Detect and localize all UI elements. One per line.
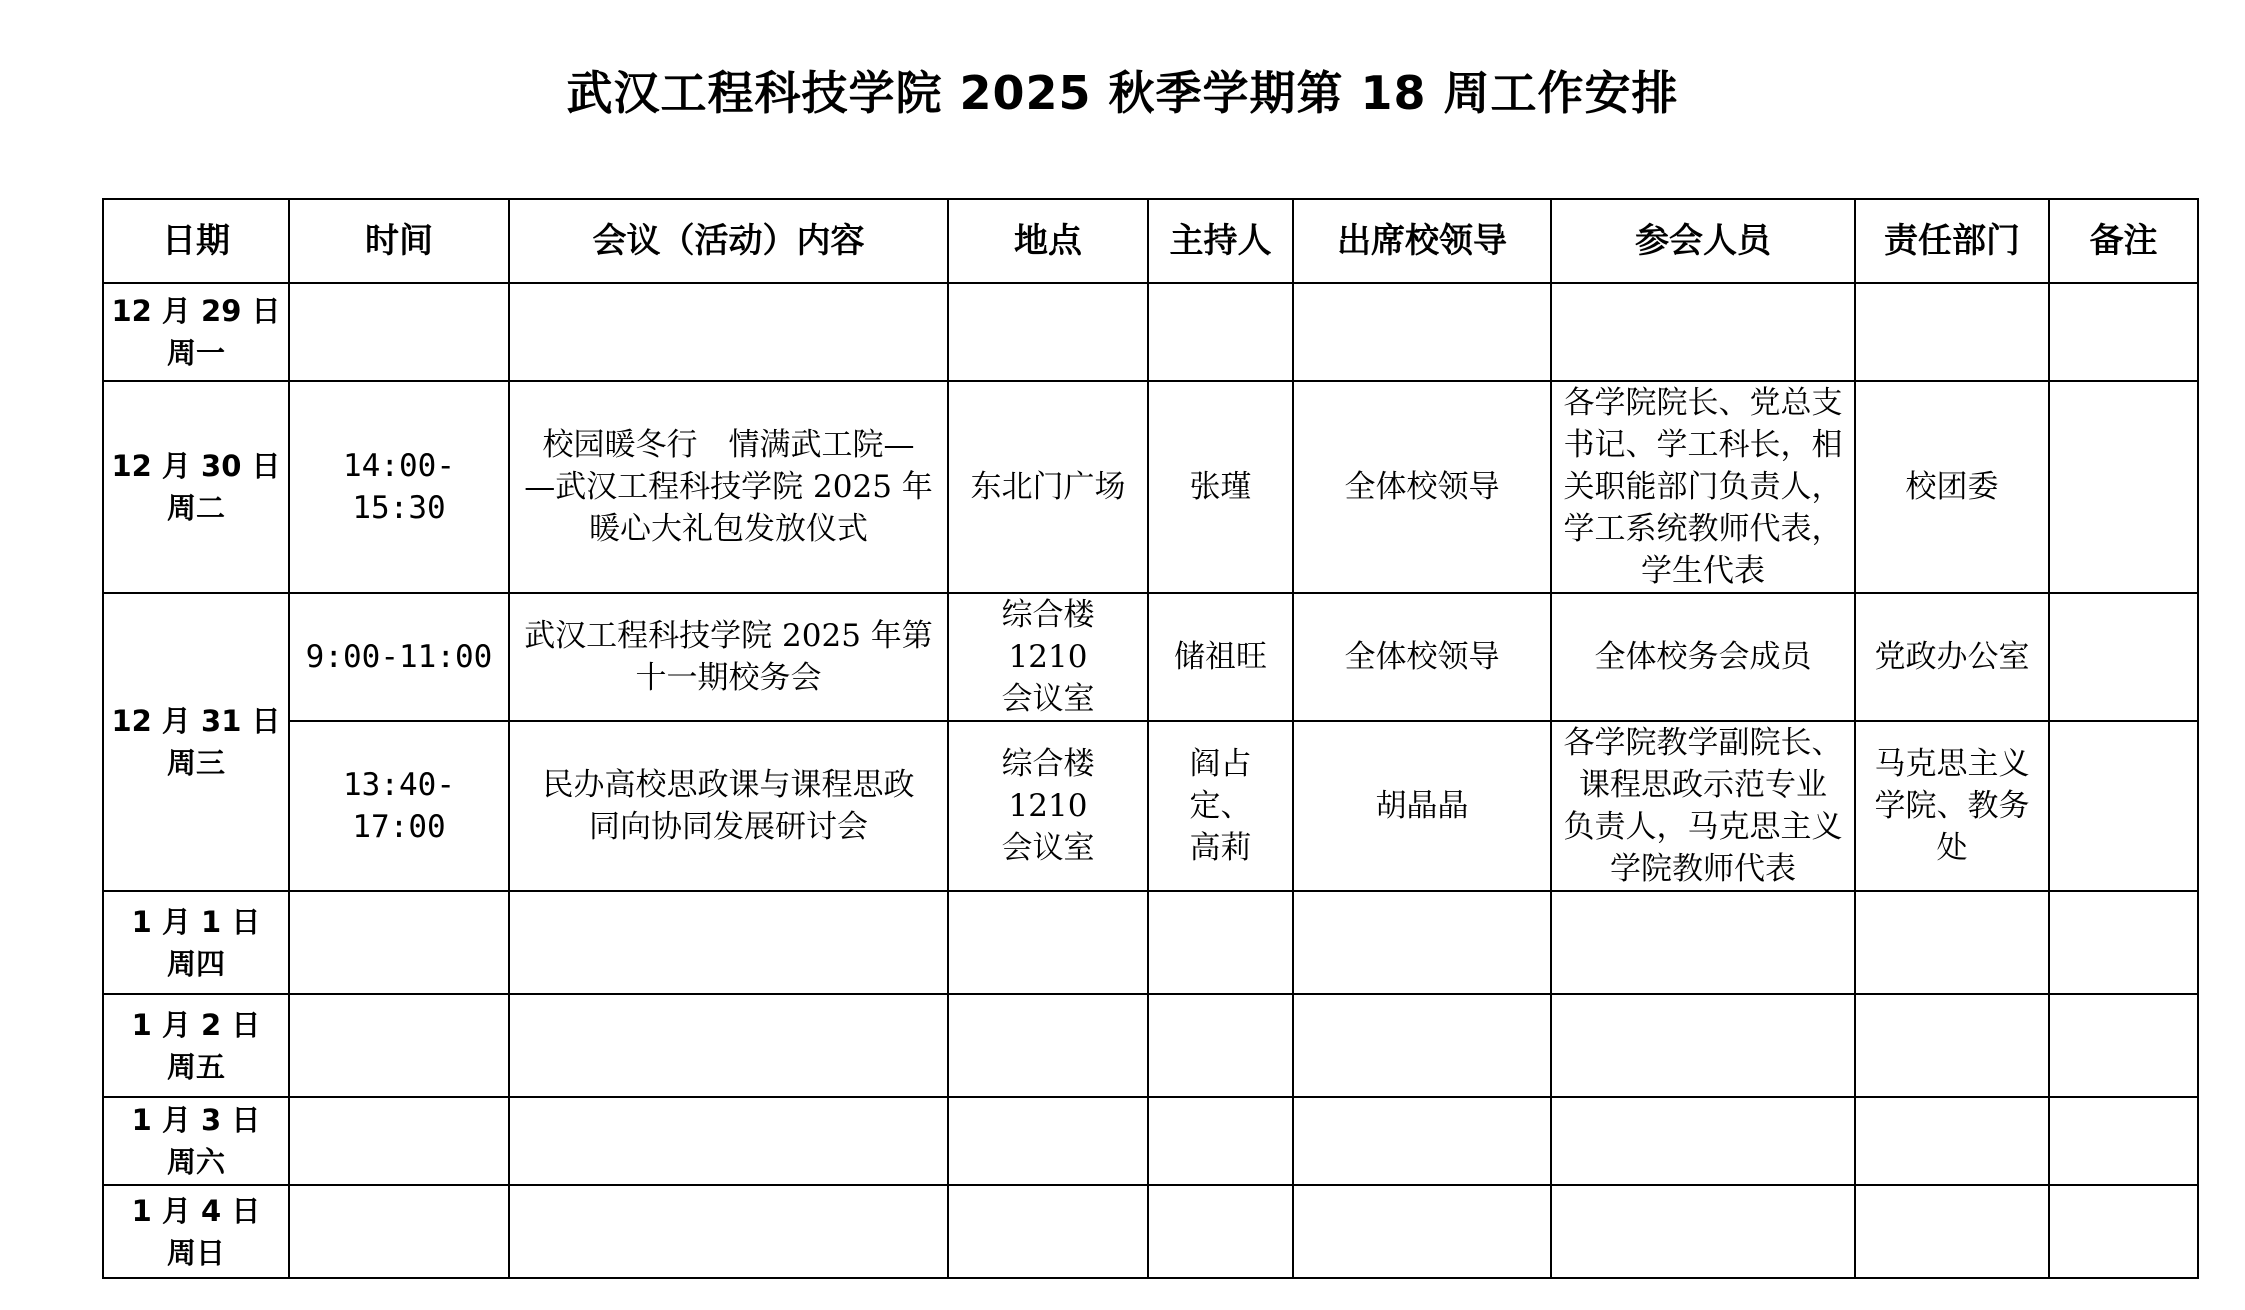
location-cell: [948, 721, 1148, 891]
table-row: [103, 1185, 2198, 1278]
attendees-line: 课程思政示范专业: [1579, 767, 1827, 803]
attendees-cell: [1551, 891, 1855, 994]
leaders-cell: 全体校领导: [1293, 593, 1551, 721]
content-cell: [509, 381, 948, 593]
weekday-text: 周二: [166, 491, 225, 525]
department-cell: [1855, 1097, 2049, 1185]
attendees-cell: [1551, 283, 1855, 381]
content-line: 校园暖冬行 情满武工院—: [542, 427, 915, 463]
location-cell: [948, 1185, 1148, 1278]
content-line: 同向协同发展研讨会: [589, 809, 868, 845]
time-cell: [289, 1185, 509, 1278]
table-row: [103, 593, 2198, 721]
attendees-cell: [1551, 593, 1855, 721]
attendees-line: 各学院教学副院长、: [1563, 725, 1843, 761]
remark-cell: [2049, 1097, 2198, 1185]
time-cell: [289, 283, 509, 381]
schedule-table: [102, 198, 2199, 1279]
time-cell: 9:00-11:00: [289, 593, 509, 721]
content-cell: [509, 283, 948, 381]
date-text: 1 月 3 日: [131, 1103, 261, 1137]
content-cell: [509, 593, 948, 721]
department-cell: [1855, 1185, 2049, 1278]
header-date: 日期: [103, 199, 289, 283]
host-cell: [1148, 721, 1293, 891]
table-row: [103, 283, 2198, 381]
attendees-line: 关职能部门负责人，: [1563, 469, 1843, 505]
time-cell: [289, 994, 509, 1097]
department-cell: [1855, 381, 2049, 593]
attendees-cell: [1551, 1185, 1855, 1278]
content-line: 武汉工程科技学院 2025 年第: [524, 618, 933, 654]
header-attendees: 参会人员: [1551, 199, 1855, 283]
date-text: 12 月 29 日: [111, 294, 281, 328]
weekday-text: 周一: [166, 336, 225, 370]
department-cell: [1855, 283, 2049, 381]
department-cell: [1855, 593, 2049, 721]
date-cell: [103, 283, 289, 381]
location-cell: [948, 381, 1148, 593]
location-line: 综合楼 1210: [1001, 746, 1095, 824]
attendees-cell: [1551, 994, 1855, 1097]
content-cell: [509, 1097, 948, 1185]
host-line: 高莉: [1189, 830, 1252, 866]
remark-cell: [2049, 994, 2198, 1097]
content-cell: [509, 891, 948, 994]
page-title: 武汉工程科技学院 2025 秋季学期第 18 周工作安排: [566, 66, 1679, 120]
content-line: 暖心大礼包发放仪式: [589, 511, 868, 547]
table-row: [103, 994, 2198, 1097]
remark-cell: [2049, 1185, 2198, 1278]
attendees-line: 负责人，马克思主义: [1563, 809, 1843, 845]
header-content: 会议（活动）内容: [509, 199, 948, 283]
header-host: 主持人: [1148, 199, 1293, 283]
location-line: 会议室: [1001, 681, 1095, 717]
weekday-text: 周五: [166, 1049, 225, 1084]
attendees-line: 学生代表: [1641, 553, 1765, 589]
remark-cell: [2049, 721, 2198, 891]
content-line: 十一期校务会: [635, 660, 822, 696]
leaders-cell: [1293, 994, 1551, 1097]
table-row: [103, 1097, 2198, 1185]
date-cell: [103, 381, 289, 593]
leaders-cell: [1293, 1097, 1551, 1185]
location-cell: [948, 891, 1148, 994]
table-row: [103, 381, 2198, 593]
attendees-line: 各学院院长、党总支: [1563, 385, 1843, 421]
header-remark: 备注: [2049, 199, 2198, 283]
location-line: 东北门广场: [970, 469, 1126, 505]
time-cell: 13:40-17:00: [289, 721, 509, 891]
department-cell: [1855, 994, 2049, 1097]
header-location: 地点: [948, 199, 1148, 283]
host-cell: [1148, 381, 1293, 593]
attendees-cell: [1551, 1097, 1855, 1185]
host-line: 张瑾: [1189, 469, 1252, 505]
date-cell: [103, 1097, 289, 1185]
remark-cell: [2049, 891, 2198, 994]
content-cell: [509, 1185, 948, 1278]
location-line: 综合楼 1210: [1001, 597, 1095, 675]
content-cell: [509, 994, 948, 1097]
header-row: [103, 199, 2198, 283]
weekday-text: 周三: [166, 746, 225, 780]
date-cell: [103, 1185, 289, 1278]
attendees-line: 书记、学工科长，相: [1563, 427, 1843, 463]
table-row: [103, 891, 2198, 994]
department-line: 马克思主义: [1874, 746, 2030, 782]
host-cell: [1148, 593, 1293, 721]
leaders-cell: [1293, 891, 1551, 994]
weekday-text: 周日: [166, 1235, 225, 1270]
weekday-text: 周六: [166, 1145, 225, 1179]
host-cell: [1148, 891, 1293, 994]
date-text: 1 月 4 日: [131, 1193, 261, 1228]
department-cell: [1855, 721, 2049, 891]
attendees-cell: [1551, 381, 1855, 593]
header-time: 时间: [289, 199, 509, 283]
leaders-cell: 胡晶晶: [1293, 721, 1551, 891]
location-cell: [948, 593, 1148, 721]
date-text: 12 月 31 日: [111, 704, 281, 738]
department-line: 学院、教务: [1874, 788, 2030, 824]
leaders-cell: [1293, 1185, 1551, 1278]
date-cell: [103, 994, 289, 1097]
attendees-line: 学工系统教师代表，: [1563, 511, 1843, 547]
date-text: 1 月 1 日: [131, 904, 261, 939]
host-line: 储祖旺: [1174, 639, 1267, 675]
remark-cell: [2049, 283, 2198, 381]
date-cell: [103, 593, 289, 891]
host-cell: [1148, 283, 1293, 381]
content-line: 民办高校思政课与课程思政: [542, 767, 915, 803]
department-line: 党政办公室: [1874, 639, 2030, 675]
host-cell: [1148, 994, 1293, 1097]
host-cell: [1148, 1097, 1293, 1185]
date-cell: [103, 891, 289, 994]
leaders-cell: 全体校领导: [1293, 381, 1551, 593]
department-line: 校团委: [1905, 469, 1999, 505]
table-row: [103, 721, 2198, 891]
time-cell: 14:00-15:30: [289, 381, 509, 593]
date-text: 12 月 30 日: [111, 449, 281, 483]
location-line: 会议室: [1001, 830, 1095, 866]
weekday-text: 周四: [166, 946, 225, 981]
remark-cell: [2049, 593, 2198, 721]
header-leaders: 出席校领导: [1293, 199, 1551, 283]
location-cell: [948, 994, 1148, 1097]
location-cell: [948, 1097, 1148, 1185]
time-cell: [289, 1097, 509, 1185]
attendees-line: 学院教师代表: [1610, 851, 1796, 887]
remark-cell: [2049, 381, 2198, 593]
content-line: —武汉工程科技学院 2025 年: [524, 469, 933, 505]
department-cell: [1855, 891, 2049, 994]
attendees-cell: [1551, 721, 1855, 891]
header-department: 责任部门: [1855, 199, 2049, 283]
host-cell: [1148, 1185, 1293, 1278]
host-line: 阎占定、: [1189, 746, 1252, 824]
date-text: 1 月 2 日: [131, 1007, 261, 1042]
leaders-cell: [1293, 283, 1551, 381]
content-cell: [509, 721, 948, 891]
location-cell: [948, 283, 1148, 381]
department-line: 处: [1936, 830, 1968, 866]
attendees-line: 全体校务会成员: [1594, 639, 1812, 675]
time-cell: [289, 891, 509, 994]
